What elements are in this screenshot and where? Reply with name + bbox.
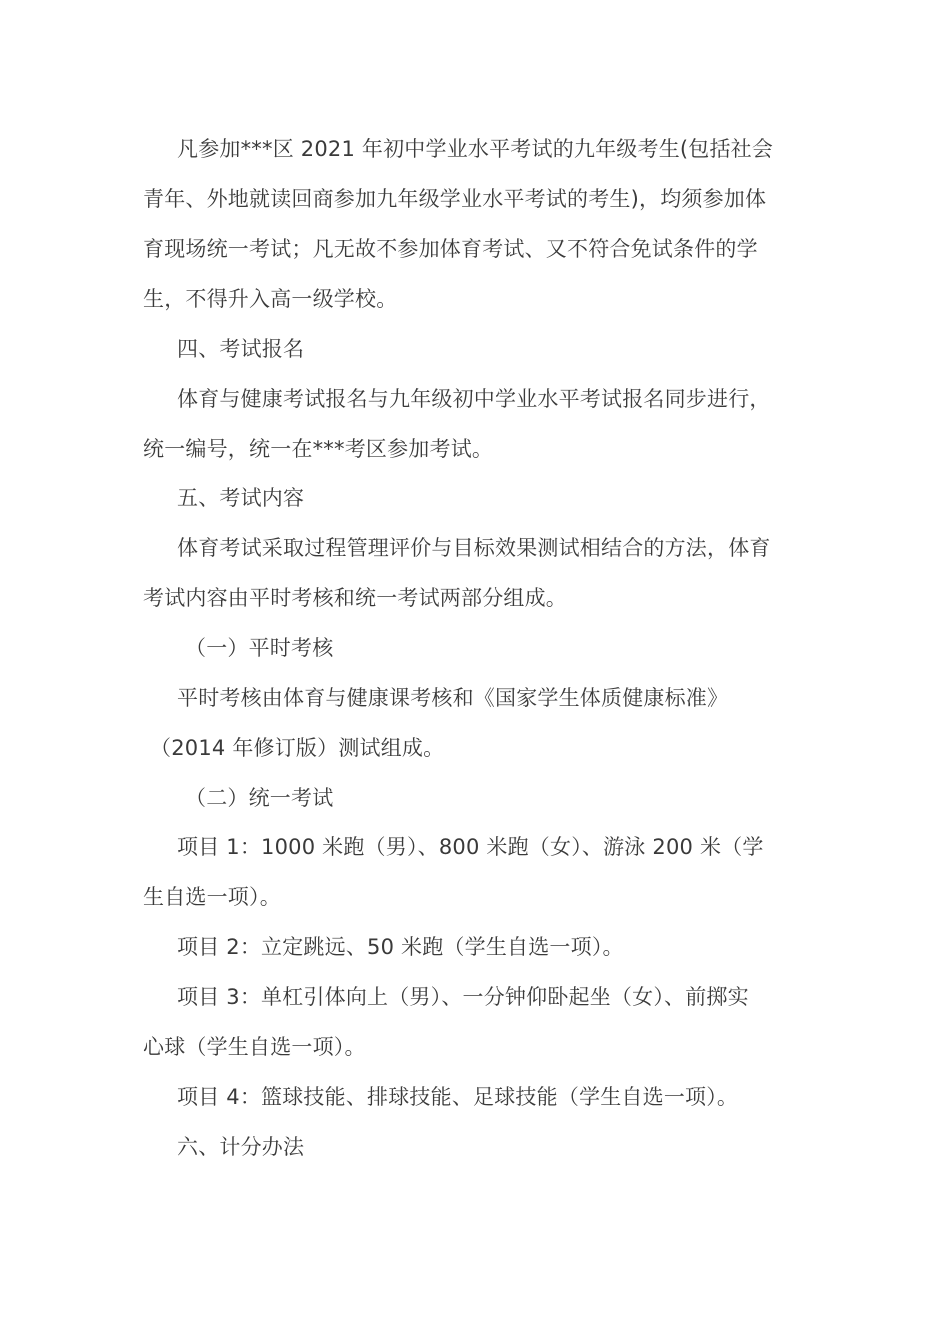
paragraph-line: 体育与健康考试报名与九年级初中学业水平考试报名同步进行，: [177, 387, 771, 411]
paragraph-line: 项目 1：1000 米跑（男）、800 米跑（女）、游泳 200 米（学: [177, 835, 764, 859]
paragraph-line: 项目 2：立定跳远、50 米跑（学生自选一项）。: [177, 935, 624, 959]
paragraph-line: 统一编号，统一在***考区参加考试。: [143, 437, 494, 461]
paragraph-line: 凡参加***区 2021 年初中学业水平考试的九年级考生(包括社会: [177, 137, 774, 161]
paragraph-line: 项目 4：篮球技能、排球技能、足球技能（学生自选一项）。: [177, 1085, 739, 1109]
paragraph-line: 生自选一项）。: [143, 885, 281, 909]
paragraph-line: 育现场统一考试；凡无故不参加体育考试、又不符合免试条件的学: [143, 237, 758, 261]
paragraph-line: 青年、外地就读回商参加九年级学业水平考试的考生)，均须参加体: [143, 187, 767, 211]
subsection-heading: （二）统一考试: [185, 786, 334, 810]
subsection-heading: （一）平时考核: [185, 636, 334, 660]
section-heading: 五、考试内容: [177, 486, 305, 510]
paragraph-line: 生，不得升入高一级学校。: [143, 287, 398, 311]
paragraph-line: 心球（学生自选一项）。: [143, 1035, 366, 1059]
paragraph-line: （2014 年修订版）测试组成。: [150, 736, 445, 760]
paragraph-line: 体育考试采取过程管理评价与目标效果测试相结合的方法，体育: [177, 536, 771, 560]
paragraph-line: 项目 3：单杠引体向上（男）、一分钟仰卧起坐（女）、前掷实: [177, 985, 749, 1009]
section-heading: 四、考试报名: [177, 337, 305, 361]
paragraph-line: 考试内容由平时考核和统一考试两部分组成。: [143, 586, 567, 610]
paragraph-line: 平时考核由体育与健康课考核和《国家学生体质健康标准》: [177, 686, 729, 710]
section-heading: 六、计分办法: [177, 1135, 305, 1159]
